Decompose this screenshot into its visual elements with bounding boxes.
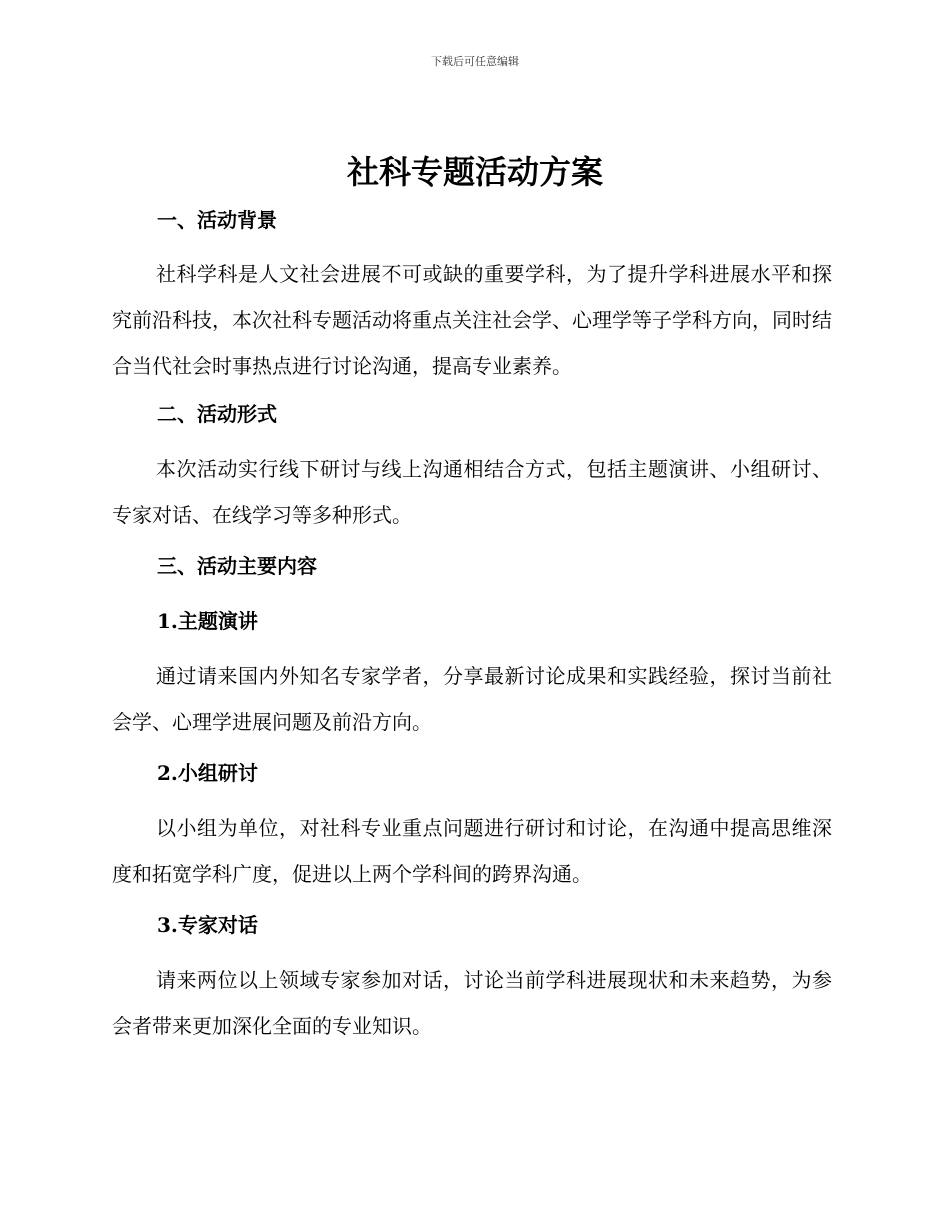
subsection-paragraph-expert-dialogue: 请来两位以上领域专家参加对话，讨论当前学科进展现状和未来趋势，为参会者带来更加深化全面的专业知识。 [112, 968, 832, 1038]
section-paragraph-background: 社科学科是人文社会进展不可或缺的重要学科，为了提升学科进展水平和探究前沿科技，本次社科专题活动将重点关注社会学、心理学等子学科方向，同时结合当代社会时事热点进行讨论沟通，提高专业素养。 [112, 262, 832, 378]
page-header-note: 下载后可任意编辑 [431, 55, 519, 68]
section-heading-background: 一、活动背景 [157, 208, 277, 232]
document-title: 社科专题活动方案 [346, 153, 603, 191]
subsection-paragraph-group-discussion: 以小组为单位，对社科专业重点问题进行研讨和讨论，在沟通中提高思维深度和拓宽学科广度，促进以上两个学科间的跨界沟通。 [112, 816, 832, 886]
subsection-paragraph-keynote: 通过请来国内外知名专家学者，分享最新讨论成果和实践经验，探讨当前社会学、心理学进展问题及前沿方向。 [112, 664, 832, 734]
subsection-heading-keynote: 1.主题演讲 [157, 609, 258, 633]
subsection-heading-group-discussion: 2.小组研讨 [157, 761, 258, 785]
section-heading-format: 二、活动形式 [157, 402, 277, 426]
subsection-heading-expert-dialogue: 3.专家对话 [157, 913, 258, 937]
section-paragraph-format: 本次活动实行线下研讨与线上沟通相结合方式，包括主题演讲、小组研讨、专家对话、在线学习等多种形式。 [112, 457, 832, 527]
section-heading-main-content: 三、活动主要内容 [157, 554, 317, 578]
